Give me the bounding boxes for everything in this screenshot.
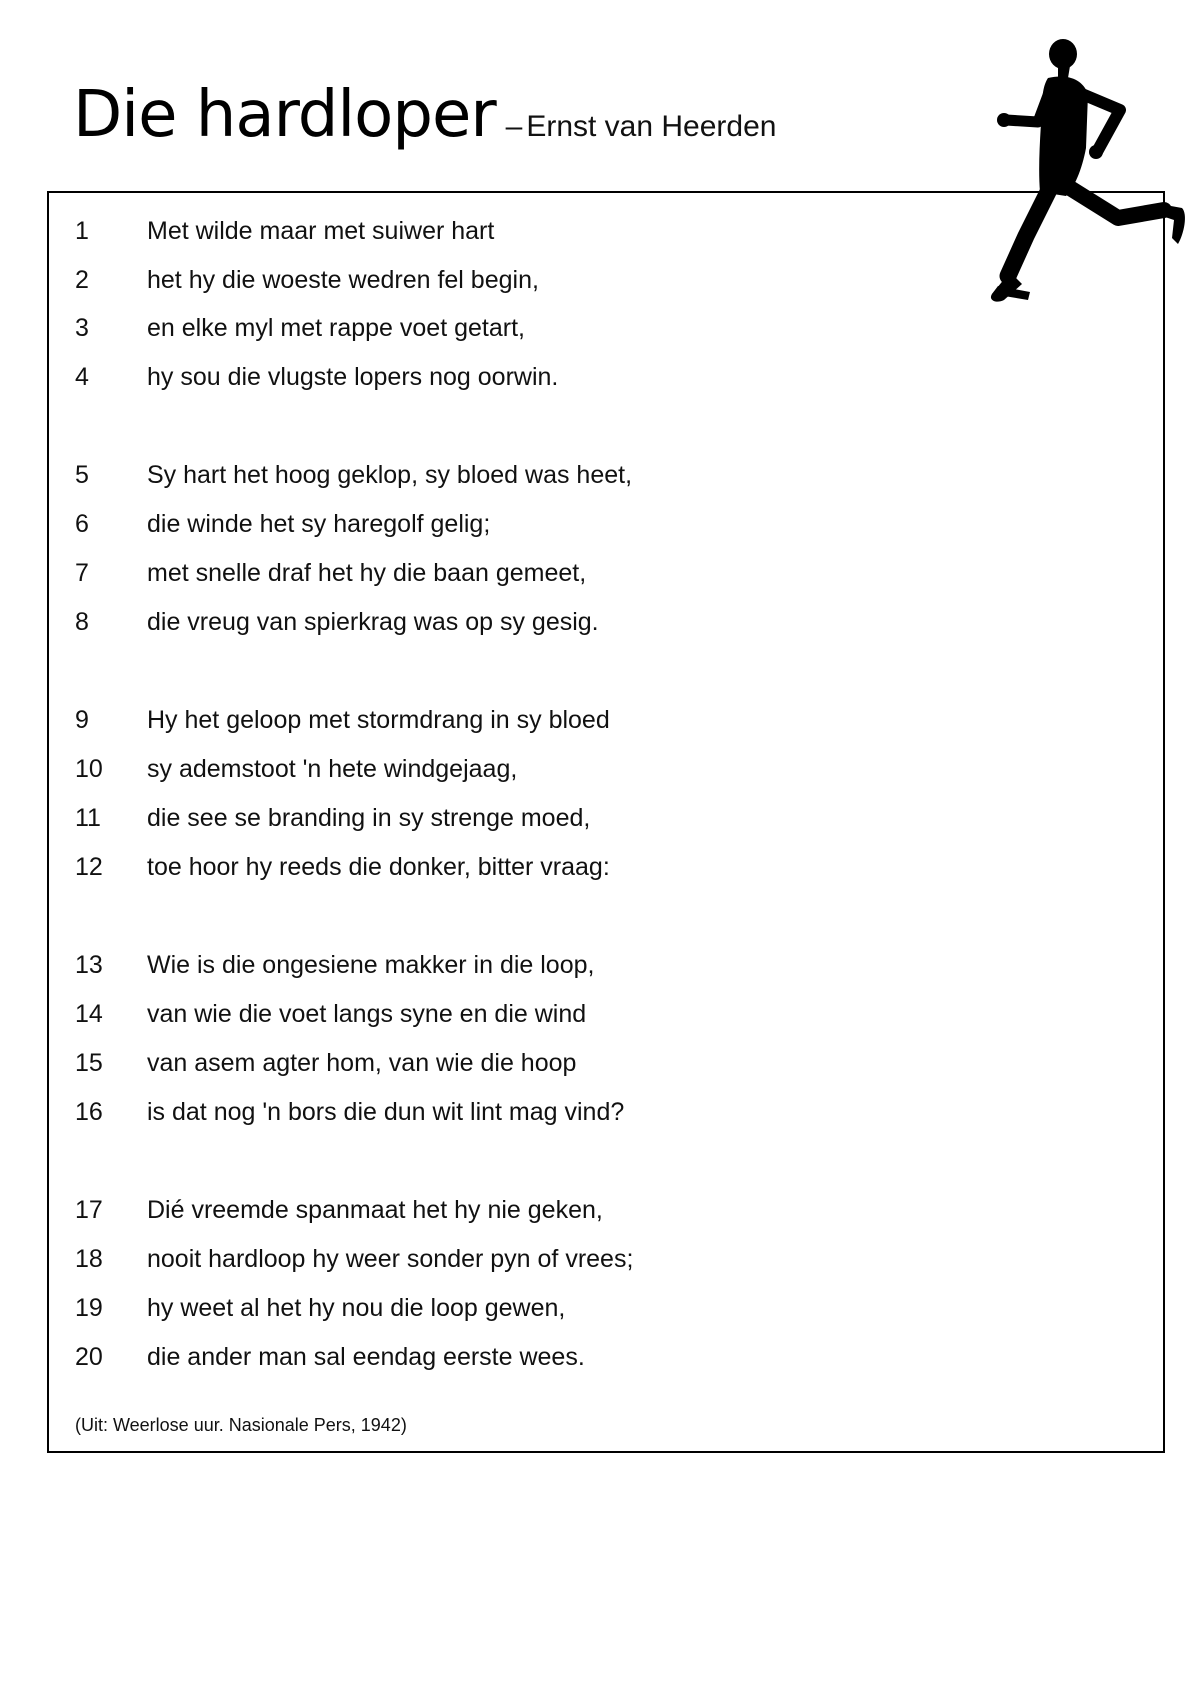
poem-author: Ernst van Heerden bbox=[526, 110, 777, 143]
line-number: 5 bbox=[75, 461, 89, 489]
line-text: van asem agter hom, van wie die hoop bbox=[147, 1049, 577, 1077]
line-text: Sy hart het hoog geklop, sy bloed was heet, bbox=[147, 461, 633, 489]
line-number: 12 bbox=[75, 853, 103, 881]
poem-title: Die hardloper bbox=[73, 78, 496, 152]
line-number: 17 bbox=[75, 1196, 103, 1224]
line-text: en elke myl met rappe voet getart, bbox=[147, 314, 525, 342]
line-text: met snelle draf het hy die baan gemeet, bbox=[147, 559, 587, 587]
line-text: die see se branding in sy strenge moed, bbox=[147, 804, 591, 832]
line-number: 13 bbox=[75, 951, 103, 979]
line-number: 10 bbox=[75, 755, 103, 783]
line-text: sy ademstoot 'n hete windgejaag, bbox=[147, 755, 518, 783]
poem-source: (Uit: Weerlose uur. Nasionale Pers, 1942) bbox=[75, 1415, 407, 1435]
line-number: 14 bbox=[75, 1000, 103, 1028]
line-text: toe hoor hy reeds die donker, bitter vraag: bbox=[147, 853, 610, 881]
line-text: is dat nog 'n bors die dun wit lint mag vind? bbox=[147, 1098, 625, 1126]
line-text: Dié vreemde spanmaat het hy nie geken, bbox=[147, 1196, 603, 1224]
poem-heading bbox=[73, 78, 776, 152]
line-text: nooit hardloop hy weer sonder pyn of vrees; bbox=[147, 1245, 634, 1273]
line-text: hy weet al het hy nou die loop gewen, bbox=[147, 1294, 566, 1322]
line-text: het hy die woeste wedren fel begin, bbox=[147, 266, 539, 294]
line-text: van wie die voet langs syne en die wind bbox=[147, 1000, 587, 1028]
line-text: Met wilde maar met suiwer hart bbox=[147, 217, 495, 245]
line-number: 9 bbox=[75, 706, 89, 734]
line-text: die winde het sy haregolf gelig; bbox=[147, 510, 491, 538]
line-number: 18 bbox=[75, 1245, 103, 1273]
line-number: 15 bbox=[75, 1049, 103, 1077]
line-number: 4 bbox=[75, 363, 89, 391]
line-number: 11 bbox=[75, 804, 101, 832]
line-number: 20 bbox=[75, 1343, 103, 1371]
line-text: die ander man sal eendag eerste wees. bbox=[147, 1343, 585, 1371]
line-number: 8 bbox=[75, 608, 89, 636]
line-number: 6 bbox=[75, 510, 89, 538]
line-number: 19 bbox=[75, 1294, 103, 1322]
line-number: 3 bbox=[75, 314, 89, 342]
line-text: Hy het geloop met stormdrang in sy bloed bbox=[147, 706, 610, 734]
title-separator: – bbox=[505, 110, 523, 143]
poem-box bbox=[47, 191, 1165, 1453]
line-number: 16 bbox=[75, 1098, 103, 1126]
line-text: die vreug van spierkrag was op sy gesig. bbox=[147, 608, 599, 636]
line-number: 7 bbox=[75, 559, 89, 587]
line-text: hy sou die vlugste lopers nog oorwin. bbox=[147, 363, 559, 391]
line-text: Wie is die ongesiene makker in die loop, bbox=[147, 951, 595, 979]
runner-silhouette-icon bbox=[978, 38, 1193, 310]
line-number: 2 bbox=[75, 266, 89, 294]
line-number: 1 bbox=[75, 217, 89, 245]
